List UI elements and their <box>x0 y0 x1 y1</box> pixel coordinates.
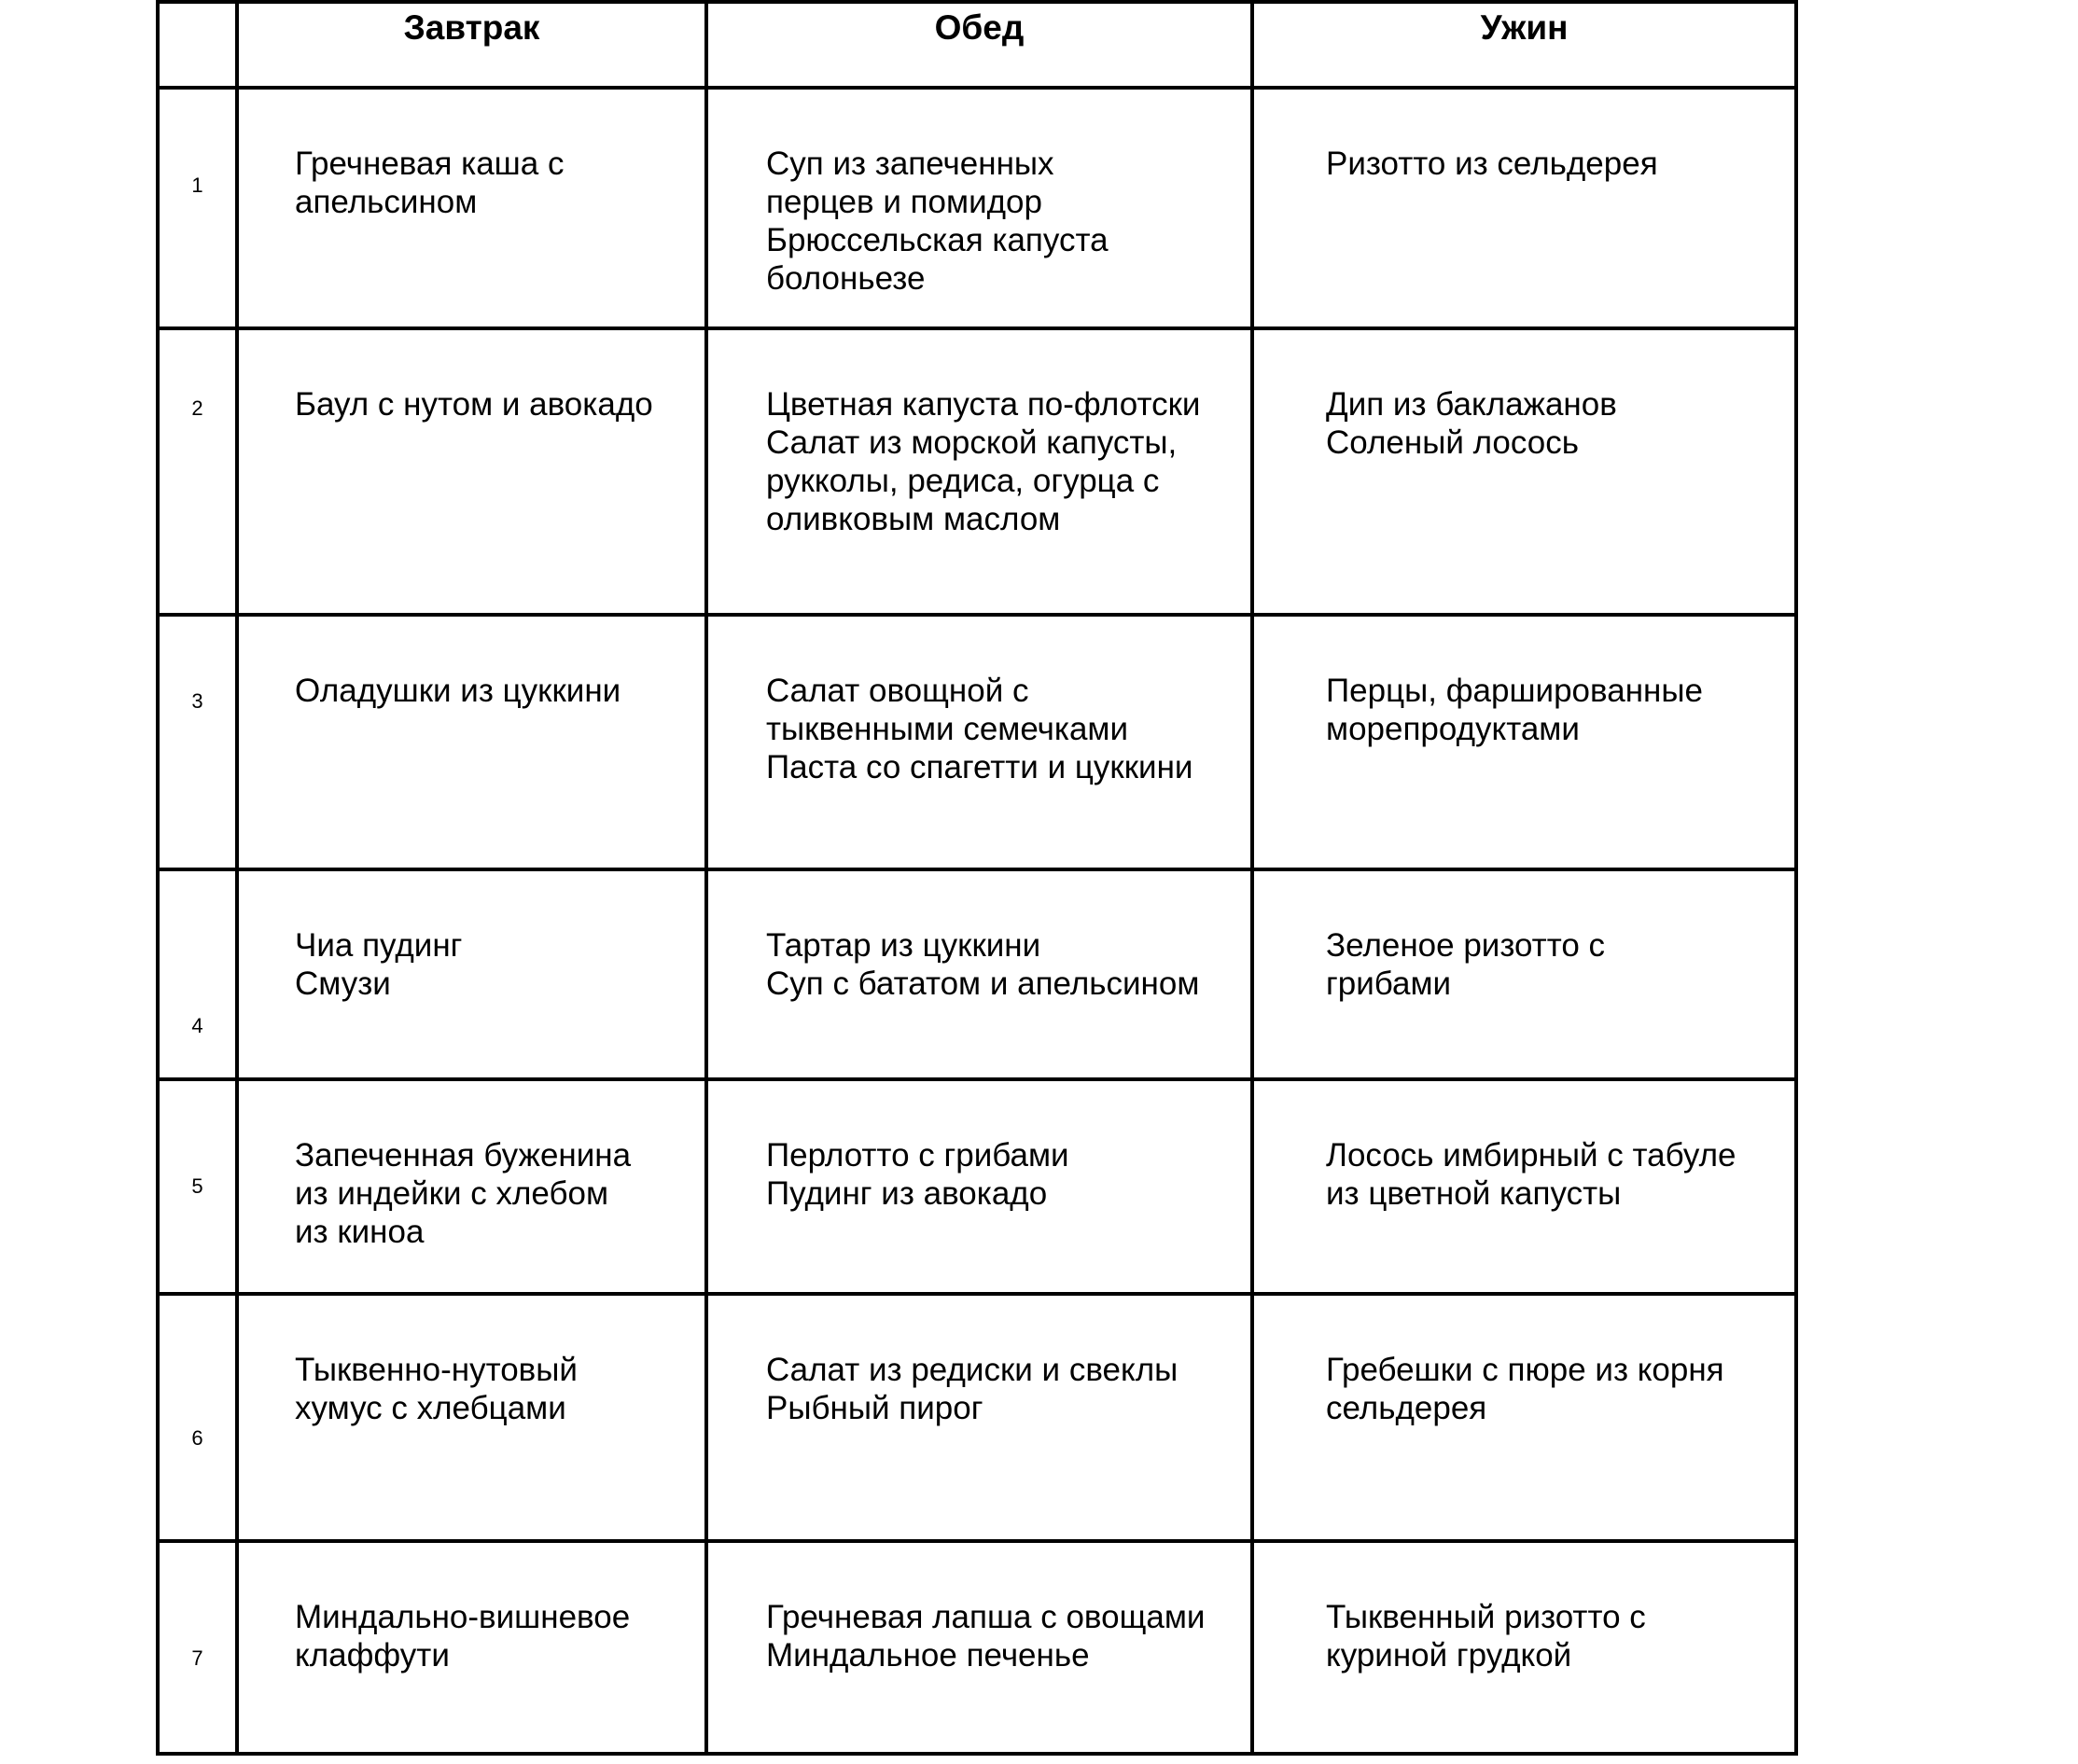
header-num-cell <box>158 2 237 88</box>
row-number: 4 <box>158 869 237 1079</box>
dinner-cell <box>1252 88 1796 328</box>
dinner-text: Дип из баклажанов Соленый лосось <box>1326 386 1617 461</box>
lunch-text: Салат из редиски и свеклы Рыбный пирог <box>766 1352 1178 1426</box>
dinner-cell <box>1252 869 1796 1079</box>
lunch-text: Гречневая лапша с овощами Миндальное печенье <box>766 1599 1206 1674</box>
lunch-cell <box>706 88 1252 328</box>
header-lunch: Обед <box>706 2 1252 88</box>
dinner-cell <box>1252 1541 1796 1754</box>
lunch-text: Перлотто с грибами Пудинг из авокадо <box>766 1137 1069 1212</box>
breakfast-text: Чиа пудинг Смузи <box>295 927 463 1002</box>
breakfast-text: Баул с нутом и авокадо <box>295 386 653 423</box>
table-row <box>158 1294 1796 1541</box>
breakfast-cell <box>237 869 706 1079</box>
table-row <box>158 615 1796 869</box>
lunch-text: Тартар из цуккини Суп с бататом и апельсином <box>766 927 1200 1002</box>
breakfast-text: Тыквенно-нутовый хумус с хлебцами <box>295 1352 578 1426</box>
dinner-text: Лосось имбирный с табуле из цветной капусты <box>1326 1137 1736 1212</box>
row-number: 5 <box>158 1079 237 1294</box>
dinner-cell <box>1252 615 1796 869</box>
breakfast-text: Гречневая каша с апельсином <box>295 146 565 220</box>
row-number: 2 <box>158 328 237 615</box>
lunch-cell <box>706 615 1252 869</box>
dinner-cell <box>1252 1294 1796 1541</box>
meal-plan-table <box>156 0 1798 1756</box>
breakfast-cell <box>237 328 706 615</box>
breakfast-cell <box>237 1079 706 1294</box>
header-row <box>158 2 1796 88</box>
breakfast-text: Миндально-вишневое клаффути <box>295 1599 631 1674</box>
lunch-text: Цветная капуста по-флотски Салат из морской капусты, рукколы, редиса, огурца с оливковым маслом <box>766 386 1201 537</box>
lunch-cell <box>706 1294 1252 1541</box>
breakfast-cell <box>237 1294 706 1541</box>
dinner-text: Перцы, фаршированные морепродуктами <box>1326 673 1703 747</box>
header-breakfast: Завтрак <box>237 2 706 88</box>
lunch-text: Салат овощной с тыквенными семечками Паста со спагетти и цуккини <box>766 673 1193 785</box>
dinner-cell <box>1252 1079 1796 1294</box>
dinner-text: Гребешки с пюре из корня сельдерея <box>1326 1352 1724 1426</box>
lunch-cell <box>706 1541 1252 1754</box>
lunch-cell <box>706 328 1252 615</box>
dinner-text: Зеленое ризотто с грибами <box>1326 927 1606 1002</box>
breakfast-cell <box>237 1541 706 1754</box>
breakfast-text: Оладушки из цуккини <box>295 673 621 709</box>
breakfast-text: Запеченная буженина из индейки с хлебом из киноа <box>295 1137 632 1250</box>
lunch-cell <box>706 869 1252 1079</box>
dinner-text: Тыквенный ризотто с куриной грудкой <box>1326 1599 1646 1674</box>
breakfast-cell <box>237 615 706 869</box>
table-row <box>158 1541 1796 1754</box>
table-row <box>158 328 1796 615</box>
dinner-cell <box>1252 328 1796 615</box>
table-row <box>158 1079 1796 1294</box>
table-row <box>158 88 1796 328</box>
row-number: 6 <box>158 1294 237 1541</box>
table-row <box>158 869 1796 1079</box>
row-number: 1 <box>158 88 237 328</box>
row-number: 3 <box>158 615 237 869</box>
lunch-cell <box>706 1079 1252 1294</box>
header-dinner: Ужин <box>1252 2 1796 88</box>
dinner-text: Ризотто из сельдерея <box>1326 146 1658 182</box>
row-number: 7 <box>158 1541 237 1754</box>
breakfast-cell <box>237 88 706 328</box>
lunch-text: Суп из запеченных перцев и помидор Брюссельская капуста болоньезе <box>766 146 1109 297</box>
